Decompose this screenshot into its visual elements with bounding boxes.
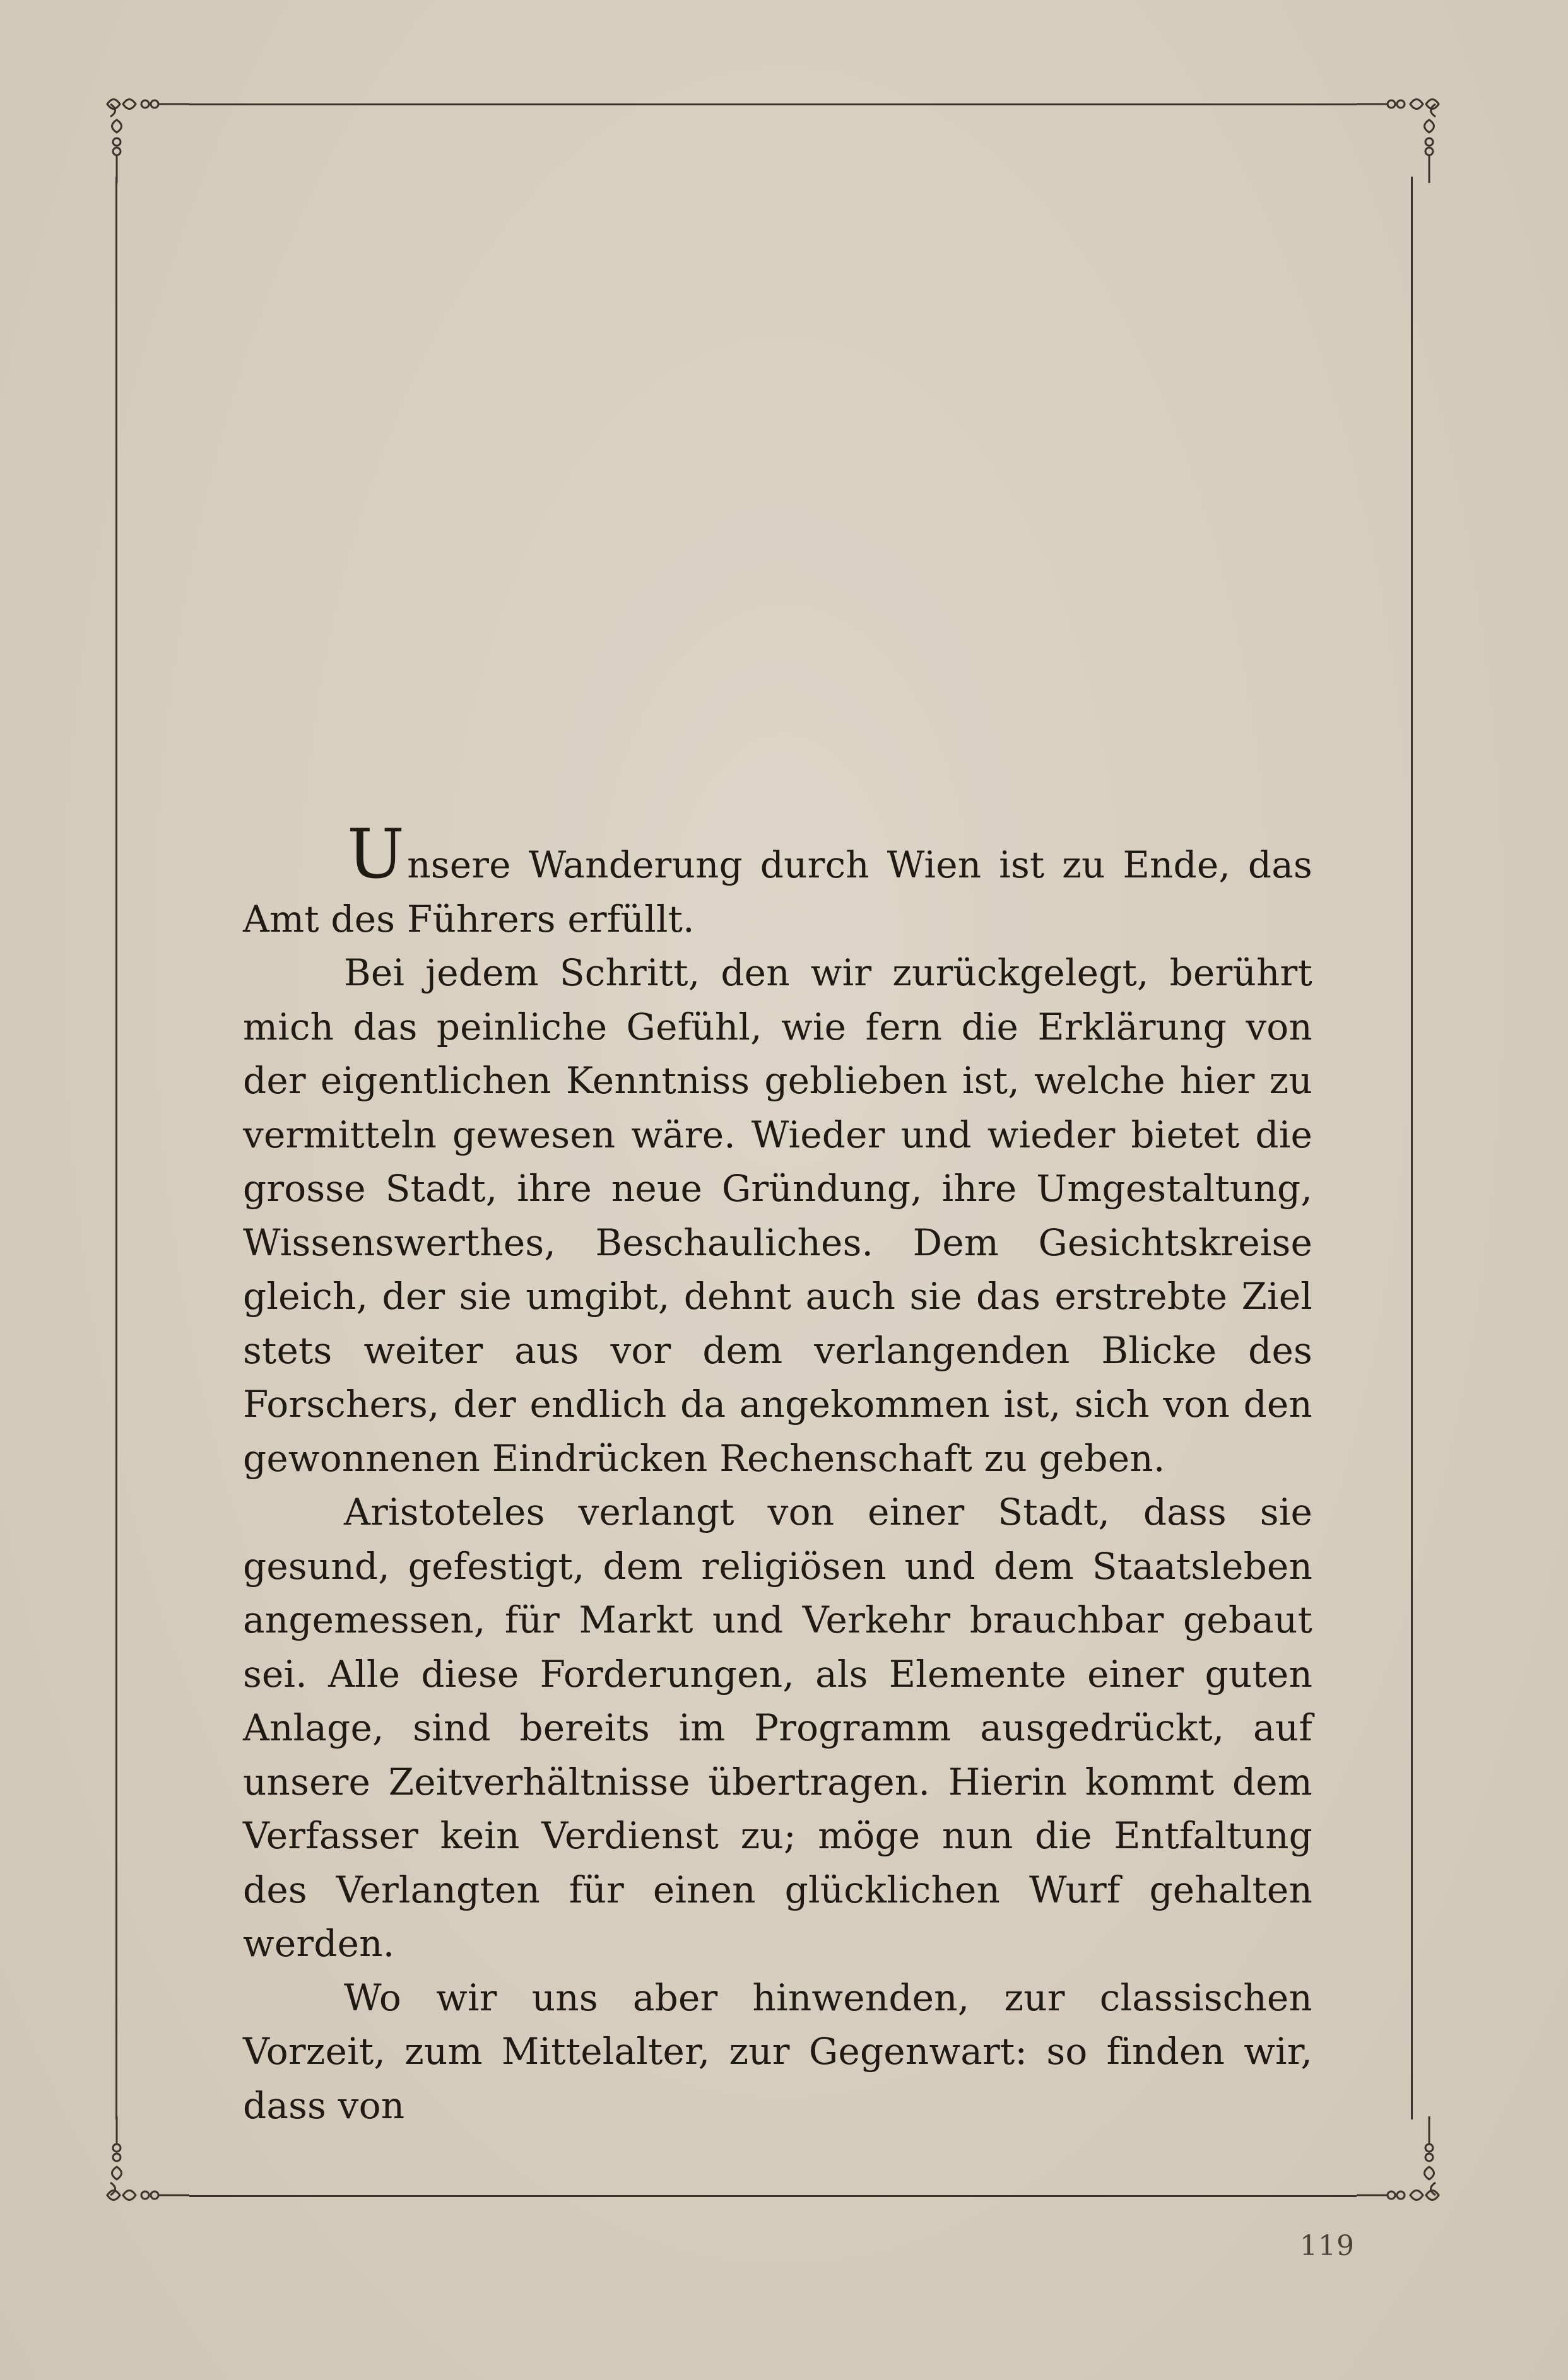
paragraph-text: nsere Wanderung durch Wien ist zu Ende, das Amt des Führers erfüllt. — [243, 843, 1312, 941]
corner-flourish-icon — [95, 2116, 189, 2211]
frame-right-rule — [1411, 177, 1413, 2119]
paragraph — [243, 815, 1312, 946]
body-text — [243, 815, 1312, 2133]
frame-bottom-rule — [189, 2195, 1357, 2197]
page-number: 119 — [1300, 2230, 1355, 2262]
corner-flourish-icon — [95, 88, 189, 183]
paragraph: Bei jedem Schritt, den wir zurückgelegt, berührt mich das peinliche Gefühl, wie fern die Erklärung von der eigentlichen Kenntniss geblieben ist, welche hier zu vermitteln gewesen wäre. Wieder und wieder bietet die grosse Stadt, ihre neue Gründung, ihre Umgestaltung, Wissenswerthes, Beschauliches. Dem Gesichtskreise gleich, der sie umgibt, dehnt auch sie das erstrebte Ziel stets weiter aus vor dem verlangenden Blicke des Forschers, der endlich da angekommen ist, sich von den gewonnenen Eindrücken Rechenschaft zu geben. — [243, 951, 1312, 1480]
paragraph: Aristoteles verlangt von einer Stadt, dass sie gesund, gefestigt, dem religiösen und dem Staatsleben angemessen, für Markt und Verkehr brauchbar gebaut sei. Alle diese Forderungen, als Elemente einer guten Anlage, sind bereits im Programm ausgedrückt, auf unsere Zeitverhältnisse übertragen. Hierin kommt dem Verfasser kein Verdienst zu; möge nun die Entfaltung des Verlangten für einen glücklichen Wurf gehalten werden. — [243, 1491, 1312, 1965]
paragraph: Wo wir uns aber hinwenden, zur classischen Vorzeit, zum Mittelalter, zur Gegenwart: so finden wir, dass von — [243, 1976, 1312, 2127]
corner-flourish-icon — [1357, 88, 1451, 183]
frame-left-rule — [115, 177, 117, 2119]
frame-top-rule — [189, 103, 1357, 105]
corner-flourish-icon — [1357, 2116, 1451, 2211]
initial-letter: U — [347, 815, 405, 894]
